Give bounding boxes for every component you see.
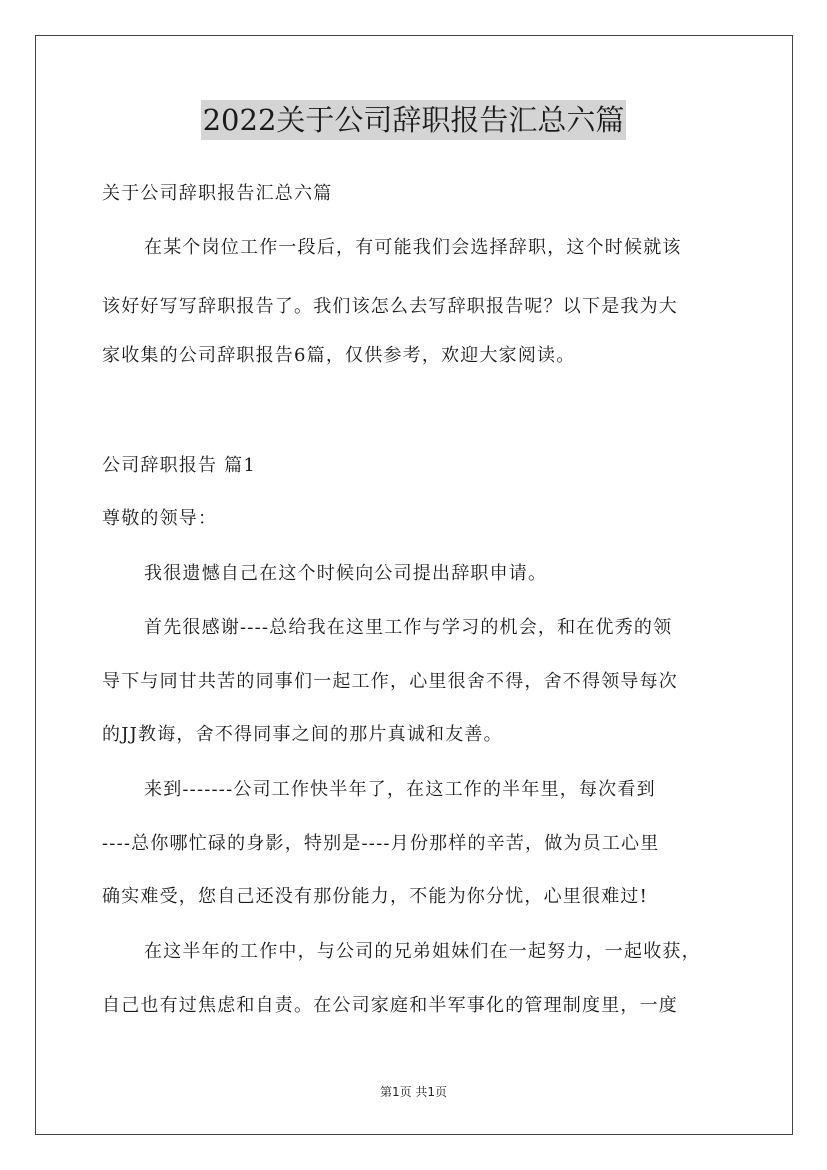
paragraph-line: 确实难受，您自己还没有那份能力，不能为你分忧，心里很难过! (102, 886, 649, 907)
paragraph-line: 自己也有过焦虑和自责。在公司家庭和半军事化的管理制度里，一度 (102, 995, 678, 1016)
paragraph-line: 在这半年的工作中，与公司的兄弟姐妹们在一起努力，一起收获， (144, 941, 701, 962)
paragraph-line: 的JJ教诲，舍不得同事之间的那片真诚和友善。 (102, 724, 503, 745)
paragraph-line: 来到-------公司工作快半年了，在这工作的半年里，每次看到 (144, 779, 656, 800)
paragraph-line: 家收集的公司辞职报告6篇，仅供参考，欢迎大家阅读。 (102, 345, 576, 366)
section-heading: 公司辞职报告 篇1 (102, 455, 256, 476)
paragraph-line: 首先很感谢----总给我在这里工作与学习的机会，和在优秀的领 (144, 617, 673, 638)
page-number-footer: 第1页 共1页 (379, 1085, 448, 1099)
paragraph-line: 该好好写写辞职报告了。我们该怎么去写辞职报告呢？以下是我为大 (102, 296, 678, 317)
paragraph-line: 我很遗憾自己在这个时候向公司提出辞职申请。 (144, 563, 548, 584)
subtitle-line: 关于公司辞职报告汇总六篇 (102, 183, 333, 204)
paragraph-line: 在某个岗位工作一段后，有可能我们会选择辞职，这个时候就该 (144, 237, 682, 258)
salutation: 尊敬的领导： (102, 508, 218, 529)
title-container (0, 100, 827, 140)
document-title: 2022关于公司辞职报告汇总六篇 (201, 100, 627, 140)
paragraph-line: 导下与同甘共苦的同事们一起工作，心里很舍不得，舍不得领导每次 (102, 671, 678, 692)
paragraph-line: ----总你哪忙碌的身影，特别是----月份那样的辛苦，做为员工心里 (102, 833, 660, 854)
